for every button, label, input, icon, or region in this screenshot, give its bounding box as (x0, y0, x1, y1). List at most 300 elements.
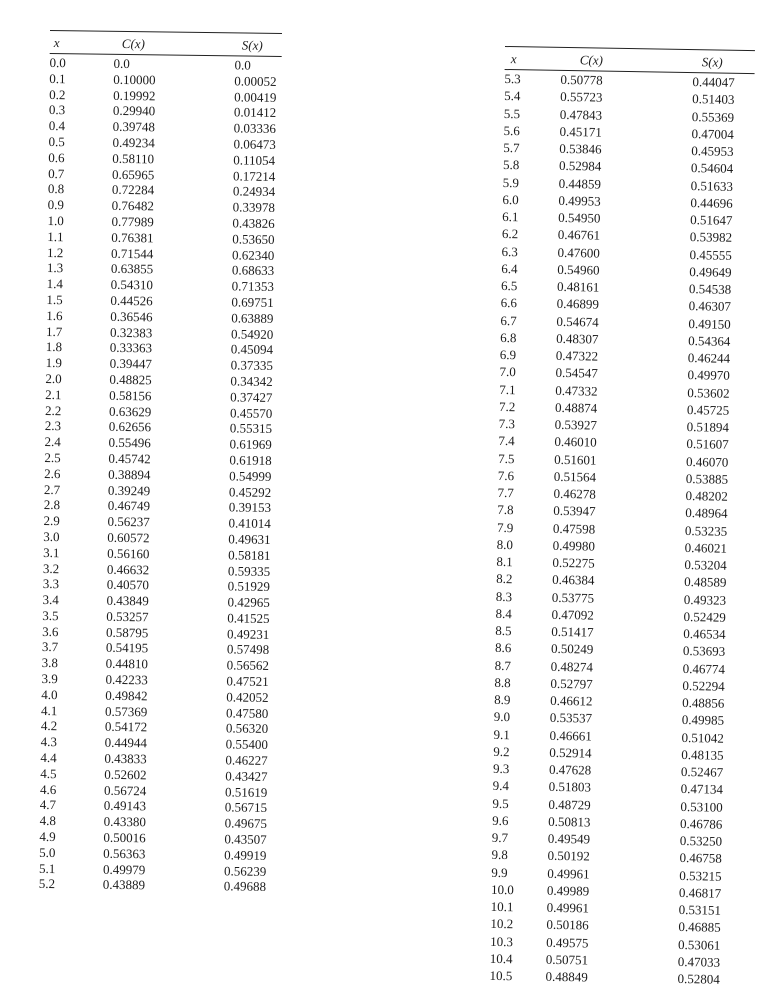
cell-sx: 0.69751 (231, 294, 274, 310)
cell-cx: 0.52914 (549, 744, 592, 761)
cell-x: 3.0 (43, 528, 60, 545)
cell-x: 7.2 (498, 398, 516, 414)
cell-cx: 0.36546 (110, 308, 153, 325)
cell-cx: 0.53257 (106, 608, 149, 625)
cell-sx: 0.52429 (683, 608, 726, 625)
cell-cx: 0.46278 (553, 485, 596, 502)
cell-cx: 0.39748 (112, 119, 156, 135)
cell-sx: 0.45570 (229, 404, 273, 421)
cell-sx: 0.33978 (232, 199, 276, 216)
cell-sx: 0.61969 (229, 436, 272, 453)
cell-x: 10.3 (490, 933, 514, 949)
cell-sx: 0.53100 (680, 798, 723, 815)
cell-x: 7.1 (499, 381, 516, 397)
cell-sx: 0.41525 (227, 610, 270, 626)
cell-sx: 0.53885 (685, 470, 729, 487)
cell-sx: 0.47580 (225, 705, 269, 721)
cell-sx: 0.54920 (230, 325, 274, 342)
cell-cx: 0.51803 (548, 779, 592, 795)
header-cx: C(x) (121, 35, 146, 52)
cell-sx: 0.47521 (226, 673, 269, 689)
cell-cx: 0.46612 (550, 692, 593, 709)
cell-cx: 0.39249 (107, 482, 151, 498)
cell-cx: 0.48307 (556, 330, 599, 347)
cell-cx: 0.46899 (556, 296, 600, 312)
cell-cx: 0.47843 (559, 106, 603, 123)
cell-x: 1.8 (45, 339, 63, 355)
cell-cx: 0.49961 (546, 899, 590, 916)
cell-cx: 0.56237 (107, 513, 150, 530)
cell-sx: 0.46885 (678, 919, 721, 935)
cell-sx: 0.49649 (689, 263, 732, 280)
cell-sx: 0.58181 (228, 547, 271, 563)
cell-cx: 0.44859 (558, 175, 602, 192)
cell-sx: 0.46817 (678, 884, 722, 901)
cell-sx: 0.57498 (226, 641, 270, 658)
cell-cx: 0.54547 (555, 365, 598, 381)
cell-x: 0.3 (48, 102, 66, 118)
cell-sx: 0.53982 (689, 229, 733, 246)
cell-cx: 0.48274 (550, 658, 594, 675)
cell-sx: 0.46070 (686, 453, 729, 470)
cell-x: 4.9 (39, 828, 56, 845)
cell-x: 4.6 (39, 781, 57, 797)
cell-cx: 0.43889 (102, 877, 146, 893)
cell-x: 3.5 (42, 607, 59, 624)
cell-sx: 0.51647 (690, 212, 733, 228)
cell-sx: 0.43507 (224, 831, 267, 847)
cell-sx: 0.51403 (692, 91, 735, 108)
cell-cx: 0.57369 (104, 703, 148, 720)
cell-cx: 0.46749 (107, 498, 151, 514)
cell-x: 5.1 (38, 860, 56, 876)
cell-x: 3.7 (41, 639, 59, 655)
cell-sx: 0.44047 (692, 74, 735, 90)
cell-x: 9.7 (491, 829, 509, 846)
cell-x: 4.3 (40, 734, 58, 750)
cell-x: 6.4 (501, 260, 518, 276)
cell-x: 2.6 (44, 465, 61, 481)
cell-sx: 0.56562 (226, 657, 270, 674)
cell-sx: 0.44696 (690, 194, 733, 211)
cell-x: 0.7 (48, 165, 65, 181)
cell-sx: 0.49675 (224, 815, 267, 832)
cell-x: 2.8 (43, 497, 61, 513)
cell-x: 2.3 (44, 418, 62, 434)
cell-sx: 0.46786 (680, 815, 723, 832)
cell-cx: 0.49979 (102, 861, 146, 877)
cell-sx: 0.39153 (228, 499, 272, 516)
header-x: x (53, 35, 60, 51)
cell-x: 2.4 (44, 434, 61, 450)
cell-sx: 0.51042 (681, 729, 724, 746)
cell-cx: 0.49575 (546, 934, 589, 951)
cell-cx: 0.48849 (545, 968, 588, 985)
cell-sx: 0.48964 (685, 505, 728, 522)
cell-cx: 0.50778 (560, 71, 603, 88)
cell-x: 6.3 (501, 243, 518, 259)
cell-x: 7.7 (497, 484, 514, 501)
table-row (489, 967, 739, 988)
cell-x: 1.5 (46, 291, 63, 308)
cell-sx: 0.51607 (686, 436, 729, 453)
cell-cx: 0.50016 (103, 829, 146, 846)
cell-x: 5.5 (503, 105, 521, 121)
cell-sx: 0.47134 (680, 781, 724, 797)
cell-cx: 0.58110 (112, 150, 155, 167)
cell-x: 4.2 (40, 718, 58, 734)
cell-x: 8.4 (495, 605, 512, 621)
cell-sx: 0.48856 (682, 695, 725, 711)
cell-cx: 0.0 (113, 55, 130, 72)
cell-x: 9.5 (492, 795, 509, 811)
cell-x: 9.2 (493, 743, 510, 759)
cell-sx: 0.45953 (691, 143, 734, 159)
cell-sx: 0.43826 (232, 215, 275, 231)
cell-x: 2.9 (43, 513, 60, 529)
cell-cx: 0.45742 (108, 450, 151, 467)
cell-cx: 0.50186 (546, 917, 589, 933)
cell-cx: 0.45171 (559, 123, 602, 140)
cell-x: 0.9 (47, 197, 65, 213)
cell-sx: 0.54604 (690, 160, 734, 177)
cell-x: 3.2 (42, 560, 60, 576)
cell-sx: 0.47004 (691, 125, 734, 142)
cell-sx: 0.61918 (229, 452, 272, 468)
cell-x: 3.4 (42, 592, 59, 608)
cell-sx: 0.55400 (225, 736, 269, 753)
cell-cx: 0.49842 (105, 687, 148, 704)
cell-cx: 0.38894 (108, 466, 151, 483)
cell-sx: 0.45094 (230, 341, 274, 358)
cell-x: 10.5 (489, 967, 513, 984)
cell-cx: 0.52984 (558, 158, 602, 174)
cell-x: 5.2 (38, 876, 56, 892)
cell-cx: 0.42233 (105, 671, 148, 688)
header-sx: S(x) (701, 54, 723, 70)
cell-cx: 0.52797 (550, 675, 593, 692)
cell-cx: 0.33363 (109, 340, 153, 356)
cell-x: 9.6 (492, 812, 509, 828)
cell-sx: 0.52804 (677, 970, 720, 987)
cell-cx: 0.54960 (557, 261, 600, 278)
cell-cx: 0.53775 (551, 589, 595, 606)
cell-x: 6.0 (502, 191, 519, 207)
cell-sx: 0.45725 (686, 401, 730, 418)
cell-sx: 0.51619 (224, 784, 268, 800)
cell-x: 1.9 (45, 355, 62, 371)
cell-x: 5.8 (502, 157, 520, 173)
cell-sx: 0.42052 (226, 689, 269, 705)
cell-cx: 0.46010 (554, 434, 597, 450)
cell-sx: 0.56715 (224, 799, 268, 816)
cell-cx: 0.49234 (112, 134, 155, 151)
cell-cx: 0.58795 (106, 624, 149, 641)
cell-sx: 0.53693 (682, 643, 726, 659)
cell-x: 10.4 (489, 950, 513, 967)
cell-cx: 0.49961 (547, 865, 590, 882)
cell-x: 8.9 (494, 691, 511, 708)
cell-sx: 0.46758 (679, 850, 722, 866)
cell-cx: 0.54674 (556, 313, 599, 330)
cell-x: 9.4 (492, 778, 510, 794)
cell-cx: 0.29940 (112, 103, 156, 119)
cell-sx: 0.49970 (687, 367, 730, 384)
cell-sx: 0.53250 (679, 833, 723, 849)
cell-sx: 0.45292 (228, 483, 272, 500)
cell-x: 5.4 (504, 88, 521, 104)
cell-sx: 0.24934 (232, 183, 276, 200)
cell-sx: 0.59335 (227, 562, 271, 579)
cell-cx: 0.56160 (107, 545, 150, 562)
cell-cx: 0.46661 (549, 727, 592, 744)
cell-x: 6.8 (500, 329, 517, 345)
cell-x: 6.1 (502, 208, 519, 225)
cell-x: 7.6 (497, 467, 515, 483)
cell-sx: 0.03336 (233, 120, 277, 137)
cell-x: 6.5 (500, 277, 518, 294)
cell-cx: 0.53846 (559, 140, 602, 157)
cell-sx: 0.46021 (684, 539, 728, 556)
cell-x: 2.1 (45, 386, 62, 402)
cell-x: 7.3 (498, 415, 516, 432)
cell-cx: 0.48825 (109, 371, 152, 388)
cell-sx: 0.34342 (230, 373, 273, 389)
cell-x: 5.7 (503, 139, 520, 156)
cell-sx: 0.56239 (223, 862, 267, 879)
cell-x: 1.0 (47, 212, 64, 229)
cell-sx: 0.54364 (688, 332, 731, 349)
cell-cx: 0.55496 (108, 434, 151, 451)
cell-sx: 0.54999 (229, 468, 272, 484)
cell-cx: 0.77989 (111, 213, 154, 230)
cell-sx: 0.49688 (223, 878, 267, 895)
cell-cx: 0.53537 (549, 710, 593, 726)
cell-cx: 0.54950 (558, 209, 601, 226)
cell-x: 0.4 (48, 118, 66, 134)
cell-sx: 0.46227 (225, 752, 268, 768)
cell-x: 2.7 (43, 481, 61, 497)
cell-x: 9.9 (491, 864, 508, 880)
cell-sx: 0.55315 (229, 420, 273, 437)
cell-sx: 0.53151 (678, 901, 722, 918)
cell-cx: 0.53927 (554, 416, 598, 433)
table-body (39, 54, 282, 894)
cell-cx: 0.50249 (550, 641, 594, 657)
cell-cx: 0.47628 (548, 761, 592, 778)
cell-x: 5.6 (503, 122, 520, 139)
cell-sx: 0.49323 (683, 591, 727, 608)
cell-x: 4.7 (39, 797, 57, 813)
cell-cx: 0.43849 (106, 592, 149, 609)
cell-sx: 0.41014 (228, 515, 271, 532)
cell-sx: 0.37427 (230, 389, 273, 405)
cell-cx: 0.44526 (110, 292, 153, 309)
cell-cx: 0.52275 (552, 554, 595, 571)
cell-cx: 0.76482 (111, 197, 155, 214)
cell-cx: 0.46761 (557, 227, 601, 243)
cell-sx: 0.46774 (682, 660, 726, 677)
cell-cx: 0.43380 (103, 814, 146, 830)
table-row (39, 875, 271, 894)
cell-sx: 0.00419 (234, 89, 277, 105)
cell-sx: 0.42965 (227, 594, 270, 611)
cell-sx: 0.71353 (231, 278, 275, 295)
cell-cx: 0.44944 (104, 735, 148, 751)
cell-x: 7.9 (496, 519, 514, 535)
cell-sx: 0.01412 (233, 104, 277, 121)
cell-sx: 0.63889 (231, 310, 274, 326)
cell-sx: 0.46244 (687, 350, 731, 366)
cell-cx: 0.47092 (551, 606, 594, 623)
cell-sx: 0.53204 (684, 557, 727, 573)
cell-sx: 0.51929 (227, 578, 271, 595)
cell-x: 10.2 (490, 916, 514, 932)
cell-x: 2.5 (44, 449, 61, 466)
cell-cx: 0.58156 (109, 387, 152, 404)
cell-x: 5.0 (39, 844, 56, 860)
cell-sx: 0.53235 (684, 522, 728, 539)
cell-cx: 0.47600 (557, 244, 600, 261)
cell-sx: 0.46307 (688, 298, 732, 315)
cell-sx: 0.49631 (228, 531, 271, 547)
cell-cx: 0.48874 (554, 399, 598, 416)
cell-x: 3.8 (41, 655, 59, 671)
cell-cx: 0.55723 (560, 89, 603, 105)
cell-x: 7.5 (498, 450, 515, 466)
cell-sx: 0.49985 (681, 712, 725, 728)
cell-sx: 0.68633 (231, 262, 275, 279)
cell-cx: 0.56724 (103, 782, 147, 798)
cell-sx: 0.46534 (683, 626, 726, 642)
cell-x: 2.0 (45, 370, 62, 387)
cell-x: 8.1 (496, 553, 513, 570)
cell-x: 10.0 (490, 881, 514, 898)
cell-cx: 0.49143 (103, 798, 147, 814)
cell-x: 8.6 (494, 640, 512, 656)
cell-x: 0.5 (48, 133, 65, 150)
cell-cx: 0.40570 (106, 577, 150, 593)
cell-cx: 0.48729 (548, 796, 591, 813)
cell-sx: 0.49150 (688, 315, 731, 332)
cell-cx: 0.32383 (109, 324, 153, 340)
cell-x: 3.9 (41, 671, 58, 687)
cell-x: 1.7 (45, 323, 63, 339)
cell-x: 7.4 (498, 433, 515, 449)
cell-sx: 0.06473 (233, 136, 276, 152)
cell-x: 7.0 (499, 364, 516, 380)
cell-x: 9.0 (493, 709, 511, 725)
cell-x: 9.1 (493, 726, 510, 742)
cell-x: 5.3 (504, 70, 521, 87)
cell-cx: 0.39447 (109, 355, 152, 372)
fresnel-table-right (489, 46, 755, 988)
cell-x: 8.2 (496, 571, 513, 587)
cell-cx: 0.76381 (111, 229, 154, 246)
cell-cx: 0.62656 (108, 419, 152, 435)
cell-sx: 0.48202 (685, 488, 728, 504)
cell-sx: 0.62340 (231, 246, 275, 263)
cell-sx: 0.47033 (677, 953, 721, 970)
cell-x: 2.2 (44, 402, 62, 418)
cell-cx: 0.56363 (103, 845, 146, 862)
cell-sx: 0.51894 (686, 419, 730, 435)
cell-sx: 0.11054 (233, 152, 276, 168)
cell-sx: 0.43427 (225, 768, 268, 784)
cell-cx: 0.54195 (105, 640, 149, 656)
cell-sx: 0.52467 (680, 764, 724, 780)
table-header (50, 30, 282, 57)
cell-x: 0.2 (49, 86, 66, 102)
cell-cx: 0.54172 (104, 719, 148, 735)
cell-cx: 0.65965 (112, 166, 155, 182)
cell-sx: 0.53602 (687, 384, 730, 401)
cell-cx: 0.47332 (555, 382, 598, 399)
cell-x: 6.7 (500, 312, 517, 328)
cell-sx: 0.48589 (684, 574, 727, 590)
header-sx: S(x) (241, 37, 263, 53)
cell-x: 4.8 (39, 813, 56, 829)
cell-cx: 0.53947 (553, 503, 596, 519)
cell-sx: 0.52294 (682, 677, 725, 694)
fresnel-table-left (39, 30, 282, 894)
cell-x: 1.2 (46, 244, 64, 260)
cell-cx: 0.50813 (548, 813, 591, 830)
cell-x: 8.7 (494, 657, 512, 673)
header-cx: C(x) (579, 52, 604, 68)
cell-x: 8.3 (495, 588, 513, 604)
cell-cx: 0.43833 (104, 750, 147, 767)
cell-x: 4.1 (40, 702, 58, 718)
cell-x: 3.3 (42, 576, 60, 592)
cell-sx: 0.56320 (225, 720, 269, 737)
cell-x: 0.1 (49, 70, 66, 87)
cell-sx: 0.00052 (234, 73, 277, 89)
cell-x: 6.6 (500, 295, 518, 311)
cell-cx: 0.49953 (558, 192, 601, 209)
cell-cx: 0.44810 (105, 656, 149, 672)
cell-cx: 0.72284 (111, 182, 155, 198)
cell-cx: 0.63629 (108, 403, 152, 419)
cell-x: 5.9 (502, 174, 520, 190)
cell-x: 8.0 (496, 536, 514, 552)
cell-x: 4.4 (40, 750, 57, 766)
cell-x: 1.1 (47, 228, 64, 244)
cell-x: 4.5 (40, 765, 57, 782)
cell-x: 9.8 (491, 847, 508, 863)
cell-x: 10.1 (490, 898, 514, 915)
cell-cx: 0.49980 (552, 537, 596, 554)
cell-x: 0.6 (48, 149, 65, 165)
cell-x: 7.8 (497, 502, 514, 518)
cell-x: 3.6 (42, 623, 59, 639)
cell-x: 6.2 (501, 226, 519, 242)
cell-sx: 0.0 (234, 57, 251, 73)
cell-sx: 0.48135 (681, 746, 724, 763)
cell-sx: 0.49231 (227, 626, 270, 642)
cell-x: 1.4 (46, 276, 64, 292)
cell-x: 3.1 (43, 544, 60, 560)
cell-sx: 0.49919 (224, 847, 267, 863)
cell-cx: 0.47598 (552, 520, 596, 537)
cell-cx: 0.19992 (113, 87, 156, 103)
cell-cx: 0.46384 (552, 572, 595, 588)
cell-cx: 0.10000 (113, 71, 156, 88)
cell-cx: 0.49989 (546, 882, 590, 899)
cell-cx: 0.52602 (104, 766, 147, 783)
cell-sx: 0.45555 (689, 246, 732, 263)
cell-sx: 0.54538 (688, 281, 732, 297)
